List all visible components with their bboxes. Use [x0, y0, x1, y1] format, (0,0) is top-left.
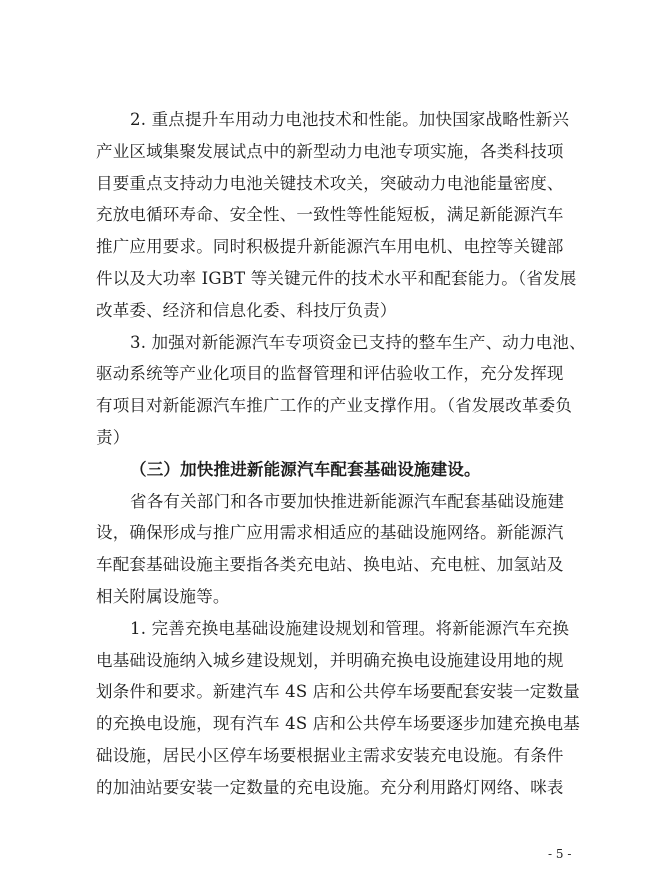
text-line: 相关附属设施等。: [96, 586, 230, 606]
text-line: 改革委、经济和信息化委、科技厅负责）: [96, 300, 397, 320]
text-line: 础设施，居民小区停车场要根据业主需求安装充电设施。有条件: [96, 745, 564, 765]
text-line: 3. 加强对新能源汽车专项资金已支持的整车生产、动力电池、: [130, 332, 586, 352]
text-line: 省各有关部门和各市要加快推进新能源汽车配套基础设施建: [130, 491, 565, 511]
section-heading: （三）加快推进新能源汽车配套基础设施建设。: [130, 459, 481, 479]
text-line: 目要重点支持动力电池关键技术攻关，突破动力电池能量密度、: [96, 173, 564, 193]
text-line: 推广应用要求。同时积极提升新能源汽车用电机、电控等关键部: [96, 237, 564, 257]
text-line: 电基础设施纳入城乡建设规划，并明确充换电设施建设用地的规: [96, 650, 564, 670]
text-line: 2. 重点提升车用动力电池技术和性能。加快国家战略性新兴: [130, 110, 570, 129]
text-line: 1. 完善充换电基础设施建设规划和管理。将新能源汽车充换: [130, 618, 570, 638]
page-number: - 5 -: [548, 847, 572, 861]
text-line: 责）: [96, 427, 130, 447]
text-line: 划条件和要求。新建汽车 4S 店和公共停车场要配套安装一定数量: [96, 682, 580, 702]
text-line: 有项目对新能源汽车推广工作的产业支撑作用。（省发展改革委负: [96, 396, 573, 416]
text-line: 产业区域集聚发展试点中的新型动力电池专项实施，各类科技项: [96, 141, 564, 161]
text-line: 车配套基础设施主要指各类充电站、换电站、充电桩、加氢站及: [96, 555, 564, 575]
document-body: [96, 104, 622, 804]
text-line: 的加油站要安装一定数量的充电设施。充分利用路灯网络、咪表: [96, 777, 564, 797]
text-line: 驱动系统等产业化项目的监督管理和评估验收工作，充分发挥现: [96, 364, 564, 384]
text-line: 的充换电设施，现有汽车 4S 店和公共停车场要逐步加建充换电基: [96, 714, 580, 734]
text-line: 充放电循环寿命、安全性、一致性等性能短板，满足新能源汽车: [96, 205, 564, 225]
text-line: 件以及大功率 IGBT 等关键元件的技术水平和配套能力。（省发展: [96, 268, 577, 288]
text-line: 设，确保形成与推广应用需求相适应的基础设施网络。新能源汽: [96, 523, 564, 543]
